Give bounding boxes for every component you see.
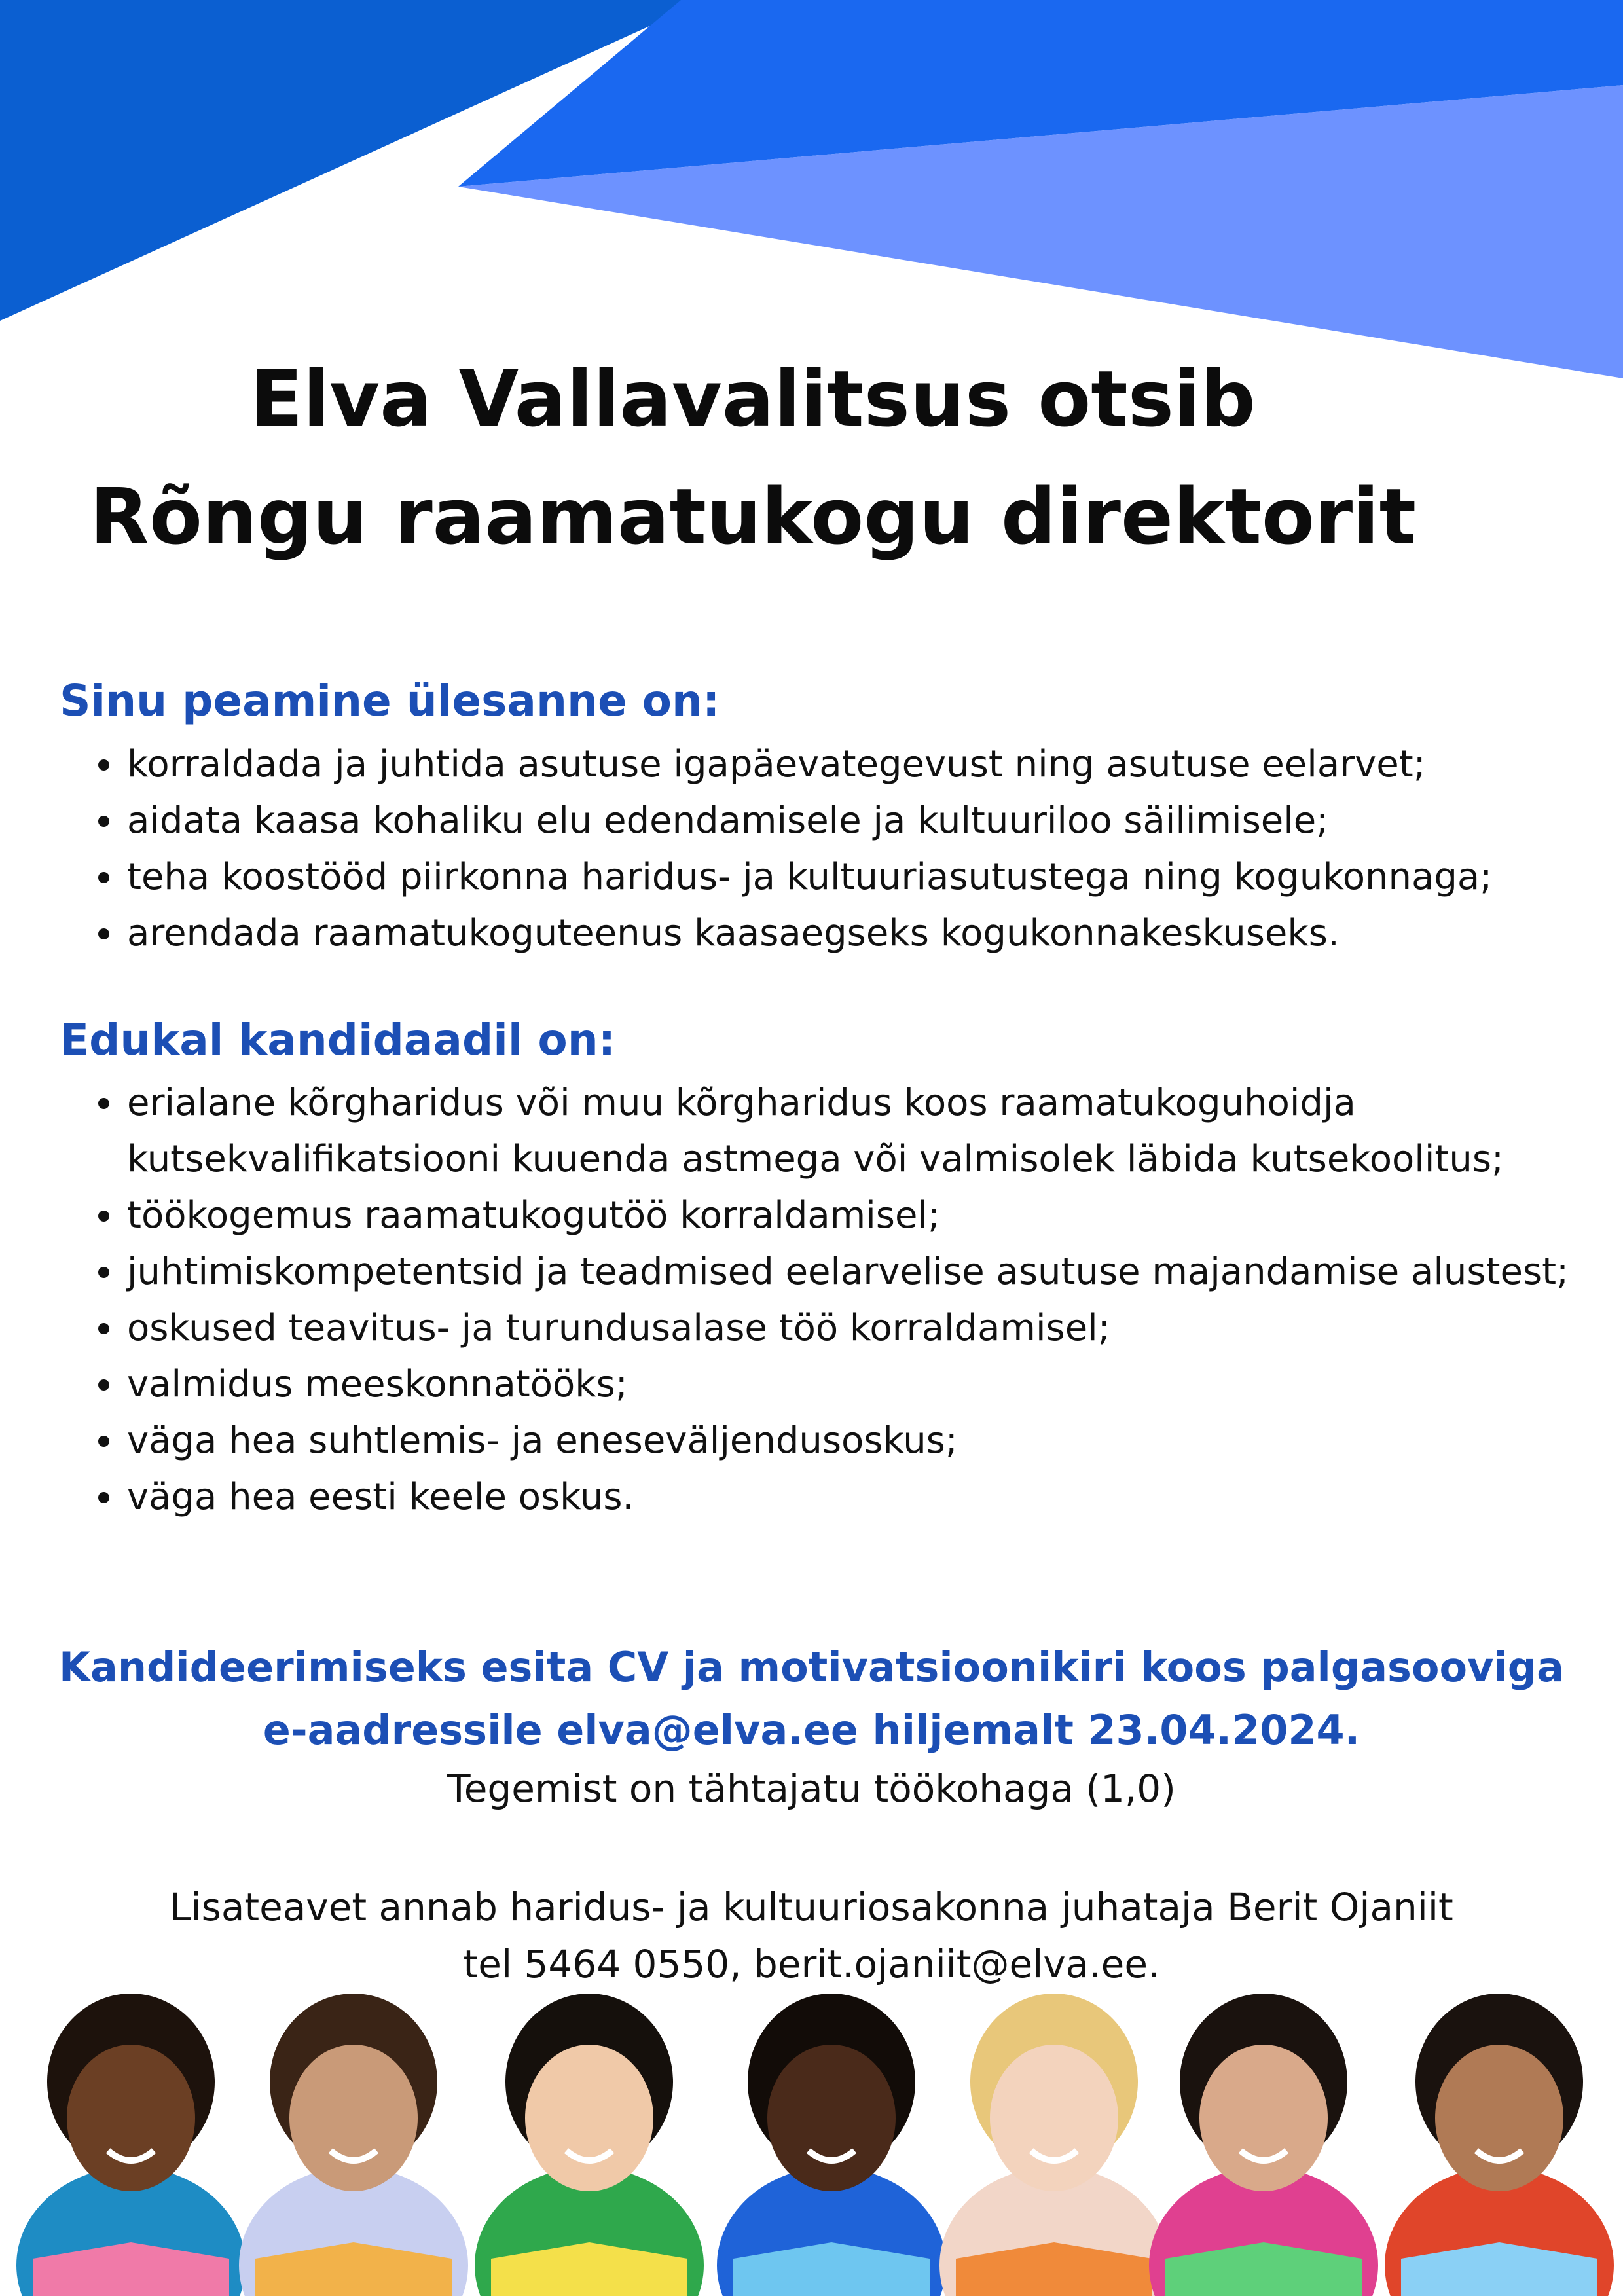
contact-line1: Lisateavet annab haridus- ja kultuuriosakonna juhataja Berit Ojaniit bbox=[170, 1885, 1453, 1929]
page-title-line1: Elva Vallavalitsus otsib bbox=[250, 354, 1256, 444]
child-face bbox=[1435, 2045, 1563, 2191]
list-item-line2: kutsekvalifikatsiooni kuuenda astmega või valmisolek läbida kutsekoolitus; bbox=[127, 1138, 1504, 1180]
list-item: arendada raamatukoguteenus kaasaegseks kogukonnakeskuseks. bbox=[127, 905, 1492, 962]
child-face bbox=[67, 2045, 195, 2191]
children-group bbox=[16, 1994, 1614, 2296]
page-title-line2: Rõngu raamatukogu direktorit bbox=[90, 471, 1416, 562]
list-item: väga hea eesti keele oskus. bbox=[127, 1469, 1569, 1525]
child-face bbox=[1199, 2045, 1328, 2191]
list-item: väga hea suhtlemis- ja eneseväljendusoskus; bbox=[127, 1413, 1569, 1469]
child-face bbox=[525, 2045, 653, 2191]
contract-note: Tegemist on tähtajatu töökohaga (1,0) bbox=[447, 1766, 1176, 1811]
child-face bbox=[289, 2045, 418, 2191]
child-face bbox=[990, 2045, 1118, 2191]
list-item bbox=[127, 1075, 1569, 1188]
list-item: korraldada ja juhtida asutuse igapäevategevust ning asutuse eelarvet; bbox=[127, 737, 1492, 793]
tasks-heading: Sinu peamine ülesanne on: bbox=[60, 676, 720, 726]
list-item: aidata kaasa kohaliku elu edendamisele ja kultuuriloo säilimisele; bbox=[127, 793, 1492, 849]
list-item: teha koostööd piirkonna haridus- ja kultuuriasutustega ning kogukonnaga; bbox=[127, 849, 1492, 905]
list-item: töökogemus raamatukogutöö korraldamisel; bbox=[127, 1188, 1569, 1244]
tasks-list bbox=[127, 737, 1492, 962]
list-item: oskused teavitus- ja turundusalase töö korraldamisel; bbox=[127, 1300, 1569, 1357]
application-cta-line1: Kandideerimiseks esita CV ja motivatsioonikiri koos palgasooviga bbox=[58, 1643, 1565, 1691]
application-cta-line2: e-aadressile elva@elva.ee hiljemalt 23.04.2024. bbox=[263, 1706, 1360, 1754]
children-reading-photo bbox=[0, 1984, 1623, 2296]
list-item: juhtimiskompetentsid ja teadmised eelarvelise asutuse majandamise alustest; bbox=[127, 1244, 1569, 1300]
requirements-list bbox=[127, 1075, 1569, 1525]
list-item: valmidus meeskonnatööks; bbox=[127, 1357, 1569, 1413]
child-face bbox=[767, 2045, 896, 2191]
requirements-heading: Edukal kandidaadil on: bbox=[60, 1015, 616, 1065]
contact-line2: tel 5464 0550, berit.ojaniit@elva.ee. bbox=[463, 1942, 1160, 1986]
list-item-line1: erialane kõrgharidus või muu kõrgharidus koos raamatukoguhoidja bbox=[127, 1082, 1356, 1124]
